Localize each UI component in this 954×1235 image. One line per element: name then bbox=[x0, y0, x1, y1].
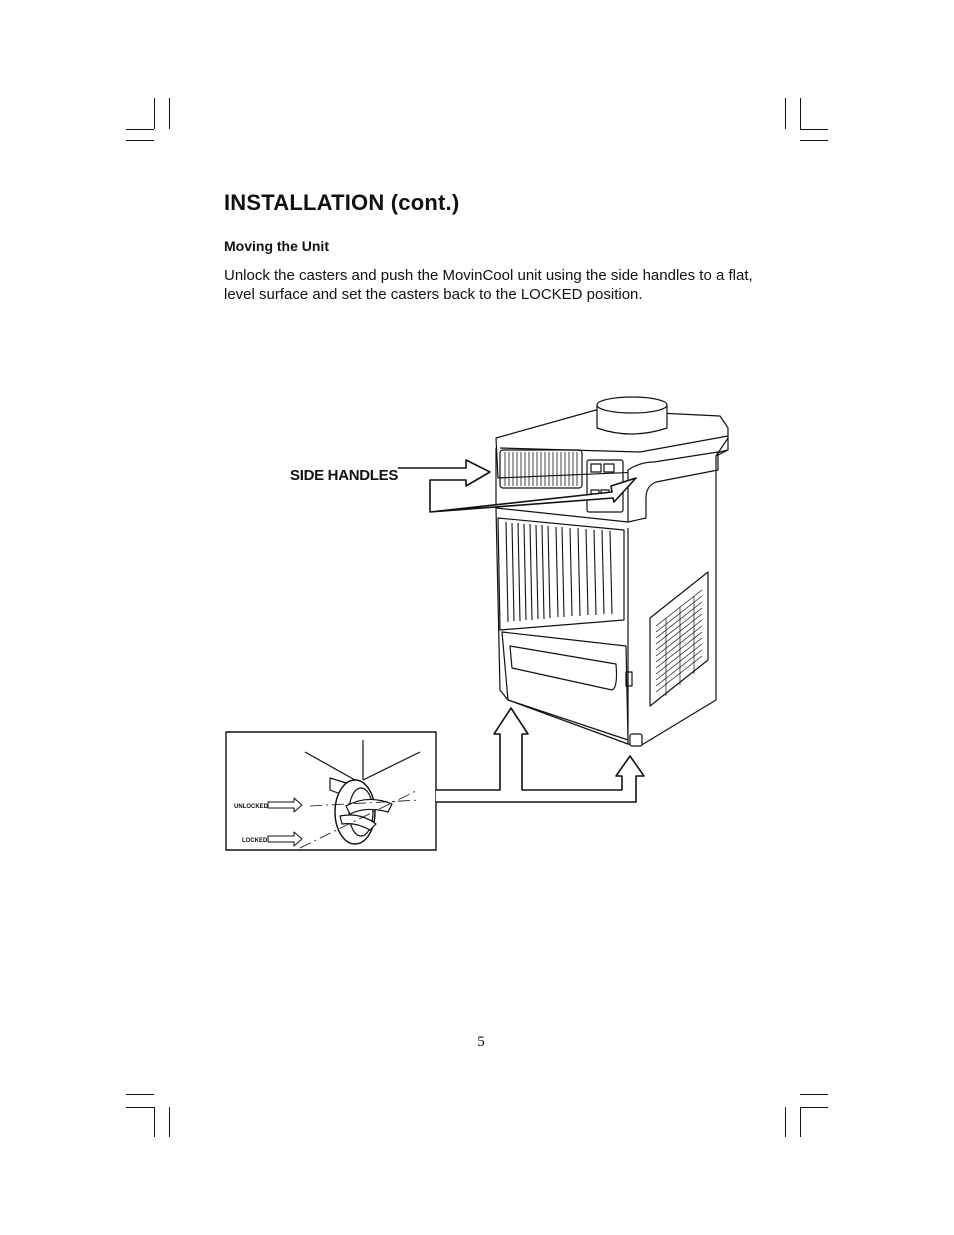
section-heading: INSTALLATION (cont.) bbox=[224, 190, 460, 215]
locked-label: LOCKED bbox=[242, 838, 268, 844]
unlocked-label: UNLOCKED bbox=[234, 804, 268, 810]
instruction-paragraph: Unlock the casters and push the MovinCool unit using the side handles to a flat, level surface and set the casters back to the LOCKED position. bbox=[224, 267, 753, 303]
subsection-heading: Moving the Unit bbox=[224, 238, 329, 254]
caster bbox=[630, 734, 642, 746]
page-number: 5 bbox=[477, 1034, 485, 1050]
side-handles-label: SIDE HANDLES bbox=[290, 467, 399, 484]
